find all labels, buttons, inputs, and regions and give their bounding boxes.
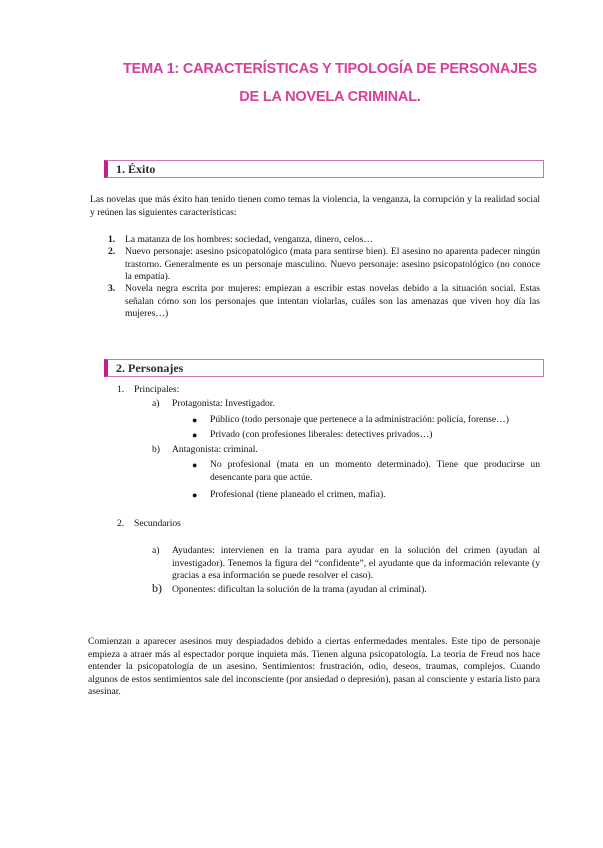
list-item: Privado (con profesiones liberales: detectives privados…) (210, 429, 433, 440)
section-heading-personajes (104, 359, 544, 377)
list-item: Público (todo personaje que pertenece a la administración: policía, forense…) (210, 414, 509, 425)
list-number: 2. (108, 246, 116, 257)
list-item: Ayudantes: intervienen en la trama para ayudar en la solución del crimen (ayudan al investigador). Tenemos la figura del “confidente”, el ayudante que da información relevante (y gracias a esa información se puede resolver el caso). (172, 545, 540, 581)
bullet-icon: ● (192, 415, 198, 425)
antagonista-label: Antagonista: criminal. (172, 444, 258, 455)
bullet-icon: ● (192, 430, 198, 440)
protagonista-label: Protagonista: Investigador. (172, 398, 275, 409)
section-heading-personajes-label: 2. Personajes (116, 361, 184, 375)
list-letter: b) (152, 581, 162, 595)
document-title-line-1: TEMA 1: CARACTERÍSTICAS Y TIPOLOGÍA DE PERSONAJES (123, 61, 537, 77)
principales-label: Principales: (134, 384, 180, 395)
list-item: No profesional (mata en un momento determinado). Tiene que producirse un desencante para que actúe. (210, 459, 540, 483)
list-number: 1. (117, 384, 125, 395)
list-letter: b) (152, 444, 160, 455)
bullet-icon: ● (192, 490, 198, 500)
list-letter: a) (152, 545, 160, 556)
list-item: Oponentes: dificultan la solución de la trama (ayudan al criminal). (172, 584, 427, 595)
list-item: Nuevo personaje: asesino psicopatológico (mata para sentirse bien). El asesino no aparenta padecer ningún trastorno. Generalmente es un personaje masculino. Nuevo personaje: asesino psicopatológico (no conoce la empatía). (125, 246, 540, 282)
list-number: 2. (117, 518, 125, 529)
list-letter: a) (152, 398, 160, 409)
list-number: 3. (108, 283, 116, 294)
document-title-line-2: DE LA NOVELA CRIMINAL. (239, 89, 421, 105)
list-item: La matanza de los hombres: sociedad, venganza, dinero, celos… (125, 234, 374, 245)
list-number: 1. (108, 234, 116, 245)
list-item: Profesional (tiene planeado el crimen, mafia). (210, 489, 386, 500)
closing-paragraph: Comienzan a aparecer asesinos muy despiadados debido a ciertas enfermedades mentales. Este tipo de personaje empieza a atraer más al espectador porque inquieta más. Tienen alguna psicopatología. La teoría de Freud nos hace entender la psicopatología de un asesino. Sentimientos: frustración, odio, deseos, traumas, complejos. Cuando algunos de estos sentimientos sale del inconsciente (por ansiedad o depresión), pasan al consciente y estaría listo para asesinar. (88, 636, 540, 697)
secundarios-label: Secundarios (134, 518, 181, 529)
exito-intro-paragraph: Las novelas que más éxito han tenido tienen como temas la violencia, la venganza, la corrupción y la realidad social y reúnen las siguientes características: (90, 194, 540, 218)
section-heading-exito-label: 1. Éxito (116, 162, 156, 176)
bullet-icon: ● (192, 460, 198, 470)
list-item: Novela negra escrita por mujeres: empiezan a escribir estas novelas debido a la situación social. Estas señalan cómo son los personajes que intentan violarlas, cuáles son las amenazas que viven hoy día las mujeres…) (125, 283, 540, 319)
section-heading-exito (104, 160, 544, 178)
